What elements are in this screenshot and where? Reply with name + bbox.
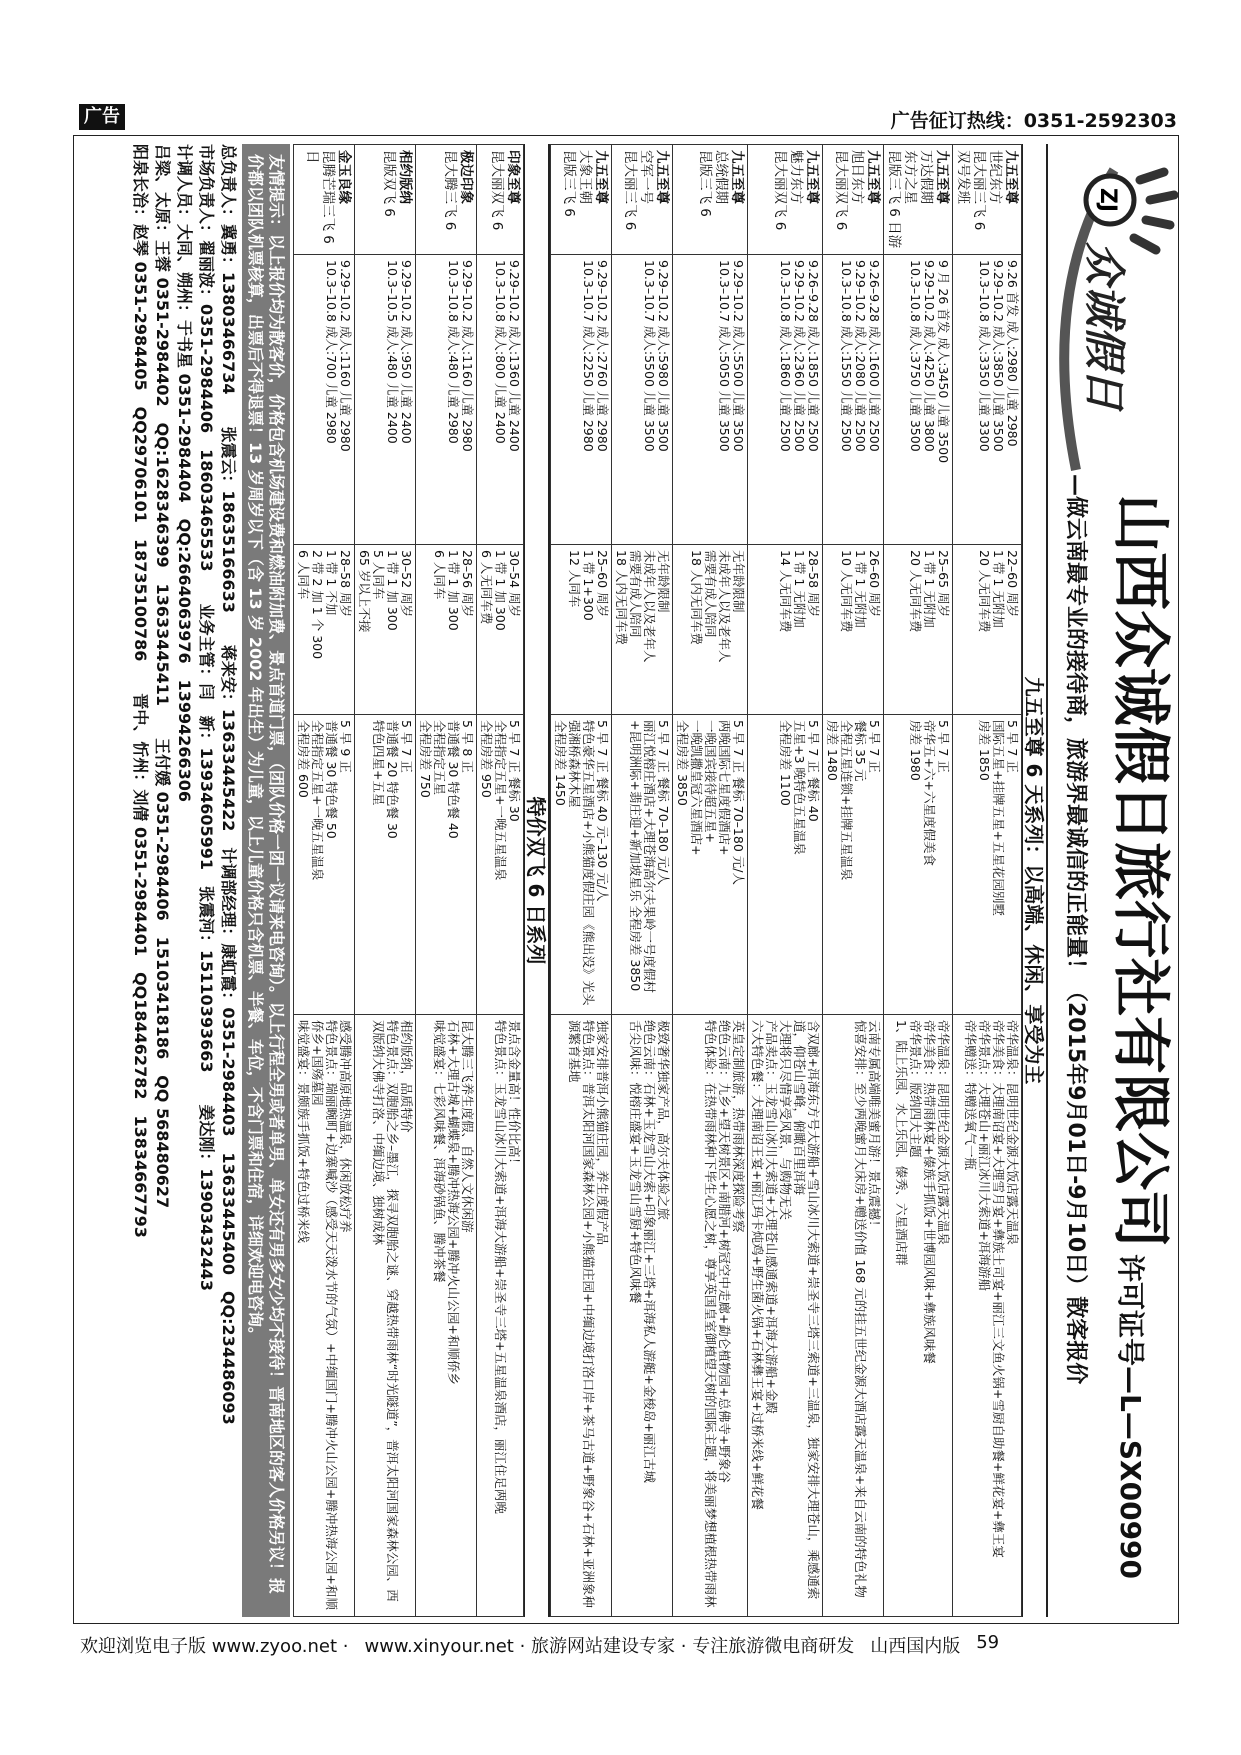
page-footer xyxy=(80,1632,1170,1658)
contact-line: 市场负责人：翟丽波：0351-2984406 18603465533 业务主管：闫 新：13934605991 张震河：15110393663 姜达刚：13903432443 xyxy=(197,144,216,1291)
tour-hotel-cell xyxy=(477,715,524,1015)
tour-hotel-line: 特色豪华五星酒店+小熊猫度假庄园《熊出没》光头强湘桥森林木屋 xyxy=(567,720,596,1006)
tour-row xyxy=(355,145,416,1617)
tour-features-line: 绝色云南：石林+玉龙雪山大索+印象丽江+三塔+洱海私人游艇+金梭岛+丽江古城 xyxy=(642,1020,657,1483)
tour-price-line: 10.3–10.8 成人:1860 儿童 2500 xyxy=(778,260,793,452)
tour-name-line: 昆版双飞 6 xyxy=(381,150,397,217)
tour-age-cell xyxy=(884,545,953,715)
tour-hotel-line: 5 早 7 正 餐标 70–180 元/人 xyxy=(656,720,671,885)
tour-age-line: 1 带 1 无附加 xyxy=(792,550,807,628)
tour-age-line: 65 岁以上不接 xyxy=(357,550,372,633)
tour-hotel-line: 帝华五+六+六星度假美食 xyxy=(922,720,937,866)
tour-hotel-line: 5 早 7 正 xyxy=(936,720,951,773)
tour-hotel-line: 5 早 7 正 xyxy=(1005,720,1020,773)
tour-price-cell xyxy=(823,255,884,545)
tour-age-line: 26–60 周岁 xyxy=(867,550,882,618)
tour-features-cell xyxy=(551,1015,612,1617)
tour-price-line: 9 月 26 首发 成人:3450 儿童 3500 xyxy=(936,260,951,464)
tour-price-cell xyxy=(673,255,748,545)
tour-features-cell xyxy=(748,1015,823,1617)
tour-features-cell xyxy=(294,1015,355,1617)
tour-features-cell xyxy=(612,1015,673,1617)
tour-age-line: 14 人无同车费 xyxy=(778,550,793,633)
tour-name-line: 魅力东方 xyxy=(788,150,804,204)
premium-tour-table xyxy=(550,144,1022,1617)
tour-price-line: 9.29–10.2 成人:4250 儿童 3800 xyxy=(922,260,937,452)
section-heading-special: 特价双飞 6 日系列 xyxy=(524,144,550,1617)
tour-hotel-line: 5 早 7 正 餐标 30 xyxy=(507,720,522,822)
footer-site: www.xinyour.net · 旅游网站建设专家 · 专注旅游微电商研发 xyxy=(364,1636,855,1657)
tour-features-cell xyxy=(884,1015,953,1617)
tour-features-line: 舌尖风味：悦榕庄盛宴+玉龙雪山雪厨+特色风味餐 xyxy=(628,1020,643,1304)
tour-age-line: 25–65 周岁 xyxy=(936,550,951,618)
tour-name-line: 九五至尊 xyxy=(865,150,881,204)
tour-price-cell xyxy=(884,255,953,545)
tour-hotel-line: 一晚国宾接待超五星+ xyxy=(703,720,718,843)
contact-line: 吕梁、太原：王蓉 0351-2984402 QQ:1628346399 13633445411 王付媛 0351-2984406 15103418186 QQ 568480627 xyxy=(153,144,172,1209)
tour-hotel-line: 全程房差 950 xyxy=(479,720,494,798)
tour-row xyxy=(884,145,953,1617)
company-logo xyxy=(1050,150,1180,480)
tour-hotel-cell xyxy=(612,715,673,1015)
tour-age-cell xyxy=(612,545,673,715)
tour-hotel-line: 5 早 7 正 餐标 40 元–130 元/人 xyxy=(595,720,610,902)
tour-name-line: 金玉良缘 xyxy=(336,150,352,204)
tour-price-line: 10.3–10.5 成人:480 儿童 2400 xyxy=(385,260,400,444)
tour-hotel-line: 餐标 35 元 xyxy=(853,720,868,782)
rotated-content xyxy=(74,136,1180,1625)
tour-price-line: 10.3–10.8 成人:480 儿童 2980 xyxy=(446,260,461,444)
tour-age-line: 28–56 周岁 xyxy=(460,550,475,618)
tour-name-line: 总统假期 xyxy=(713,150,729,204)
tour-name-cell xyxy=(355,145,416,255)
tour-name-line: 九五至尊 xyxy=(804,150,820,204)
tour-price-line: 10.3–10.8 成人:3750 儿童 3500 xyxy=(908,260,923,452)
tour-age-line: 30–52 周岁 xyxy=(399,550,414,618)
tour-age-line: 6 人同车 xyxy=(432,550,447,600)
tour-features-line: 味觉盛宴：景颇族手抓饭+特色过桥米线 xyxy=(296,1020,311,1243)
tour-hotel-line: 5 早 7 正 餐标 40 xyxy=(806,720,821,822)
tour-features-line: 味觉盛宴：七彩风味餐、洱海砂锅鱼、腾冲茶餐 xyxy=(432,1020,447,1283)
company-subtitle: —做云南最专业的接待商，旅游界最诚信的正能量！（2015年9月01日-9月10日）散客报价 xyxy=(1063,474,1088,1385)
tour-age-cell xyxy=(477,545,524,715)
tour-name-cell xyxy=(612,145,673,255)
tour-hotel-line: 房差 1850 xyxy=(977,720,992,781)
tour-features-cell xyxy=(416,1015,477,1617)
tour-hotel-line: 普通餐 30 特色餐 40 xyxy=(446,720,461,839)
friendly-tip: 友情提示：以上报价均为散客价，价格包含机场建设费和燃油附加费、景点首道门票，（团队价格一团一议请来电咨询）。以上行程全男或者单男、单女还有男多女少均不接待！晋南地区的客人价格另议！报价都以团队机票核算，出票后不得退票！13 岁周岁以下（含 13 岁 2002 年出生）为儿童，以上儿童价格只含机票、半餐、车位，不含门票和住宿，详细欢迎电咨询。 xyxy=(242,144,290,1617)
tour-price-cell xyxy=(477,255,524,545)
tour-name-line: 昆腾芒瑞三飞 6 日 xyxy=(304,150,336,244)
tour-features-line: 独家安排普洱小熊猫庄园，养生度假产品 xyxy=(595,1020,610,1246)
tour-age-line: 10 人无同车费 xyxy=(839,550,854,633)
tour-features-line: 产品卖点：玉龙雪山冰川大索道+大理苍山感通索道+洱海大游船+金殿 xyxy=(764,1020,779,1414)
tour-name-line: 九五至尊 xyxy=(654,150,670,204)
tour-hotel-line: 普通餐 30 特色餐 50 xyxy=(324,720,339,839)
tour-hotel-cell xyxy=(673,715,748,1015)
tour-hotel-line: 国际五星+挂牌五星+五星花园别墅 xyxy=(991,720,1006,916)
tour-price-cell xyxy=(953,255,1022,545)
tour-age-line: 无年龄限制 xyxy=(731,550,746,613)
tour-row xyxy=(612,145,673,1617)
tour-price-cell xyxy=(612,255,673,545)
tour-name-line: 双号发班 xyxy=(955,150,971,204)
footer-edition: 山西国内版 xyxy=(870,1636,961,1657)
tour-name-cell xyxy=(748,145,823,255)
tour-price-line: 9.29–10.2 成人:5500 儿童 3500 xyxy=(731,260,746,452)
tour-name-line: 昆版三飞 6 xyxy=(697,150,713,217)
tour-row xyxy=(551,145,612,1617)
tour-row xyxy=(953,145,1022,1617)
tour-features-line: 景点含金量高！性价比高！ xyxy=(507,1020,522,1171)
tour-hotel-cell xyxy=(294,715,355,1015)
tour-features-line: 帝华温泉：昆明世纪金源大饭店露天温泉 xyxy=(1005,1020,1020,1246)
tour-age-cell xyxy=(748,545,823,715)
tour-age-line: 1 带 1 无附加 xyxy=(922,550,937,628)
tour-price-line: 10.3–10.7 成人:5500 儿童 3500 xyxy=(642,260,657,452)
tour-age-line: 18 人内无同车费 xyxy=(689,550,704,645)
tour-age-line: 1 带 1 不加 xyxy=(324,550,339,616)
tour-age-line: 28–58 周岁 xyxy=(806,550,821,618)
tour-age-cell xyxy=(673,545,748,715)
tour-features-line: 英皇定制旅游，热带雨林深度探险考察 xyxy=(731,1020,746,1233)
tour-hotel-line: 特色四星+五星 xyxy=(371,720,386,806)
tour-age-line: 6 人同车 xyxy=(296,550,311,600)
tour-name-line: 空军一号 xyxy=(638,150,654,204)
tour-price-line: 9.29–10.2 成人:2360 儿童 2500 xyxy=(792,260,807,452)
tour-hotel-line: 全程房差 600 xyxy=(296,720,311,798)
tour-hotel-cell xyxy=(748,715,823,1015)
tour-hotel-line: 全程五星连锁+挂牌五星温泉 xyxy=(839,720,854,881)
tour-price-cell xyxy=(748,255,823,545)
tour-name-cell xyxy=(551,145,612,255)
tour-hotel-line: 五星+3 晚特色五星温泉 xyxy=(792,720,807,855)
contact-line: 阳泉长治：赵琴 0351-2984405 QQ29706101 18735100786 晋中、忻州：刘倩 0351-2984401 QQ184462782 13834667793 xyxy=(131,144,150,1238)
tour-age-cell xyxy=(953,545,1022,715)
ad-tag: 广告 xyxy=(79,104,125,130)
tour-name-line: 九五至尊 xyxy=(593,150,609,204)
tour-name-line: 大象王朝 xyxy=(577,150,593,204)
tour-name-line: 昆大丽三飞 6 xyxy=(971,150,987,231)
tour-row xyxy=(673,145,748,1617)
tour-age-line: 无年龄限制 xyxy=(656,550,671,613)
tour-hotel-cell xyxy=(884,715,953,1015)
tour-name-cell xyxy=(294,145,355,255)
tour-price-line: 10.3–10.8 成人:1550 儿童 2500 xyxy=(839,260,854,452)
tour-hotel-line: 全程指定五星+一晚五星温泉 xyxy=(310,720,325,881)
tour-hotel-line: 全程指定五星 xyxy=(432,720,447,796)
tour-age-line: 未成年人以及老年人 xyxy=(642,550,657,663)
tour-price-line: 10.3–10.7 成人:5050 儿童 3500 xyxy=(717,260,732,452)
tour-hotel-line: 一晚凯撒皇冠六星酒店+ xyxy=(689,720,704,856)
tour-features-line: 相约版纳，品质特价 xyxy=(399,1020,414,1133)
tour-price-line: 9.29–10.2 成人:2760 儿童 2980 xyxy=(595,260,610,452)
tour-name-line: 东方之星 xyxy=(902,150,918,204)
tour-age-line: 28–58 周岁 xyxy=(338,550,353,618)
tour-name-line: 昆版三飞 6 xyxy=(561,150,577,217)
tour-price-line: 10.3–10.8 成人:800 儿童 2400 xyxy=(493,260,508,444)
tour-age-line: 1 带 1 无附加 xyxy=(853,550,868,628)
tour-name-line: 世纪东方 xyxy=(987,150,1003,204)
tour-hotel-line: 全程房差 3850 xyxy=(675,720,690,806)
tour-price-line: 9.29–10.2 成人:5980 儿童 3500 xyxy=(656,260,671,452)
tour-age-line: 6 人无同车费 xyxy=(479,550,494,625)
tour-age-cell xyxy=(416,545,477,715)
tour-hotel-cell xyxy=(551,715,612,1015)
tour-row xyxy=(823,145,884,1617)
tour-row xyxy=(477,145,524,1617)
tour-age-line: 1 带 1 加 300 xyxy=(385,550,400,631)
tour-name-line: 昆大丽双飞 6 xyxy=(489,150,505,231)
masthead xyxy=(1048,144,1180,1617)
tour-age-cell xyxy=(551,545,612,715)
tour-hotel-line: 5 早 7 正 xyxy=(399,720,414,773)
tour-features-line: 感受腾冲高原地热温泉，休闲放松疗养 xyxy=(338,1020,353,1233)
tour-features-line: 含双廊+洱海东方号大游船+雪山冰川大索道+崇圣寺三塔三索道+三温泉，独家安排大理苍山，乘感通索道，仰苍山雪峰，俯瞰百里洱海 xyxy=(792,1020,821,1600)
tour-hotel-cell xyxy=(823,715,884,1015)
tour-features-line: 帝华赠送：特赠送氧气一瓶 xyxy=(963,1020,978,1171)
tour-hotel-line: 全程房差 1450 xyxy=(553,720,568,806)
tour-price-cell xyxy=(551,255,612,545)
tour-age-line: 2 带 2 加 1 个 300 xyxy=(310,550,325,660)
tour-name-line: 相约版纳 xyxy=(397,150,413,204)
tour-name-cell xyxy=(823,145,884,255)
tour-features-line: 帝华景点：大理苍山+丽江冰川大索道+洱海游船 xyxy=(977,1020,992,1291)
tour-price-line: 9.26–9.28 成人:1850 儿童 2500 xyxy=(806,260,821,452)
tour-age-line: 未成年人以及老年人 xyxy=(717,550,732,663)
tour-name-cell xyxy=(477,145,524,255)
tour-features-line: 1、陆上乐园、水上乐园、傣秀、六星酒店群 xyxy=(894,1020,909,1266)
tour-features-line: 绝色云南：九乡+望天树景区+南腊河+树冠空中走廊+勐仑植物园+总佛寺+野象谷 xyxy=(717,1020,732,1483)
contact-list xyxy=(129,144,239,1617)
tour-hotel-line: 5 早 7 正 xyxy=(867,720,882,773)
tour-features-line: 大理将只尽情享受风景，与购物无关 xyxy=(778,1020,793,1221)
tour-features-line: 昆大腾三飞养生度假、自然人文休闲游 xyxy=(460,1020,475,1233)
tour-age-line: 1 带 1 无附加 xyxy=(991,550,1006,628)
footer-page-number: 59 xyxy=(976,1632,1000,1653)
tour-age-cell xyxy=(355,545,416,715)
tour-age-line: 18 人内无同车费 xyxy=(614,550,629,645)
tour-price-line: 9.29–10.2 成人:2080 儿童 2500 xyxy=(853,260,868,452)
tour-age-line: 5 人同车 xyxy=(371,550,386,600)
tour-name-cell xyxy=(953,145,1022,255)
tour-hotel-cell xyxy=(355,715,416,1015)
company-name: 山西众诚假日旅行社有限公司 xyxy=(1107,494,1175,1249)
tour-name-line: 昆大丽双飞 6 xyxy=(772,150,788,231)
tour-age-line: 30–54 周岁 xyxy=(507,550,522,618)
tour-age-line: 12 人同车 xyxy=(567,550,582,608)
logo-text: 众诚假日 xyxy=(1080,242,1129,411)
tour-features-line: 极致奢华独家产品，高尔夫体验之旅 xyxy=(656,1020,671,1221)
tour-features-cell xyxy=(477,1015,524,1617)
tour-age-line: 1 带 1 加 300 xyxy=(493,550,508,631)
tour-price-line: 10.3–10.7 成人:2250 儿童 2980 xyxy=(581,260,596,452)
tour-name-cell xyxy=(416,145,477,255)
ad-hotline: 广告征订热线：0351-2592303 xyxy=(890,110,1177,132)
tour-age-line: 需要有成人陪同 xyxy=(628,550,643,638)
company-title xyxy=(1095,494,1176,1579)
tour-price-line: 9.29–10.2 成人:1360 儿童 2400 xyxy=(507,260,522,452)
tour-hotel-line: 全程房差 1100 xyxy=(778,720,793,806)
tour-features-line: 特色景点：普洱太阳河国家森林公园+小熊猫庄园+中缅边境打洛口岸+茶马古道+野象谷+石林+亚洲象种源繁育基地 xyxy=(567,1020,596,1608)
tour-name-line: 昆大丽三飞 6 xyxy=(622,150,638,231)
tour-name-line: 昆大腾三飞 6 xyxy=(442,150,458,231)
tour-age-line: 20 人无同车费 xyxy=(977,550,992,633)
tour-hotel-line: 5 早 9 正 xyxy=(338,720,353,773)
tour-price-line: 10.3–10.8 成人:3350 儿童 3300 xyxy=(977,260,992,452)
tour-price-cell xyxy=(416,255,477,545)
tour-age-cell xyxy=(823,545,884,715)
tour-features-line: 云南专属高端唯美蜜月游！景点震撼！ xyxy=(867,1020,882,1233)
advert-frame xyxy=(73,135,1179,1624)
tour-features-line: 帝华景点：版纳四大主题 xyxy=(908,1020,923,1158)
tour-features-cell xyxy=(953,1015,1022,1617)
tour-features-cell xyxy=(355,1015,416,1617)
tour-features-line: 特色体验：在热带雨林种下毕生心愿之树，尊享英国皇室御植望天树的国际主题，将美丽梦想植根热带雨林 xyxy=(703,1020,718,1608)
tour-hotel-line: 丽江悦榕庄酒店+大理苍海高尔夫果岭一号度假村+昆明洲际+翡庄迎+新加坡星乐 全程房差 3850 xyxy=(628,720,657,993)
tour-age-line: 20 人无同车费 xyxy=(908,550,923,633)
tour-features-line: 石林+大理古城+蝴蝶泉+腾冲热海公园+腾冲火山公园+和顺侨乡 xyxy=(446,1020,461,1385)
tour-name-cell xyxy=(884,145,953,255)
tour-price-cell xyxy=(294,255,355,545)
tour-age-line: 1 带 1+300 xyxy=(581,550,596,621)
tour-name-line: 昆版三飞 6 日游 xyxy=(886,150,902,249)
tour-name-line: 印象至尊 xyxy=(505,150,521,204)
tour-features-line: 特色景点：瑞丽畹町+边寨喊沙（感受天天泼水节的气氛）+中缅国门+腾冲火山公园+腾冲热海公园+和顺侨乡+国殇墓园 xyxy=(310,1020,339,1610)
tour-price-line: 9.29–10.2 成人:950 儿童 2400 xyxy=(399,260,414,444)
tour-age-line: 22–60 周岁 xyxy=(1005,550,1020,618)
tour-features-cell xyxy=(823,1015,884,1617)
tour-hotel-line: 普通餐 20 特色餐 30 xyxy=(385,720,400,839)
tour-features-line: 特色景点：玉龙雪山冰川大索道+洱海大游船+崇圣寺三塔+五星温泉酒店，丽江住足两晚 xyxy=(493,1020,508,1514)
tour-hotel-line: 两晚国际七星度假酒店+ xyxy=(717,720,732,856)
tour-features-line: 帝华美食：热带雨林宴+傣族手抓饭+世博园风味+彝族风味餐 xyxy=(922,1020,937,1364)
tour-features-cell xyxy=(673,1015,748,1617)
tour-features-line: 帝华美食：大理南诏宴+大理雪月宴+彝族土司宴+丽江三文鱼火锅+雪厨自助餐+鲜花宴+彝王宴 xyxy=(991,1020,1006,1558)
tour-hotel-line: 全程指定五星+一晚五星温泉 xyxy=(493,720,508,881)
tour-price-line: 10.3–10.8 成人:700 儿童 2980 xyxy=(324,260,339,444)
footer-welcome: 欢迎浏览电子版 www.zyoo.net · xyxy=(80,1636,349,1657)
section-heading-premium: 九五至尊 6 天系列：以高端、休闲、享受为主 xyxy=(1022,144,1048,1617)
tour-row xyxy=(294,145,355,1617)
special-tour-table xyxy=(293,144,524,1617)
tour-hotel-line: 全程房差 750 xyxy=(418,720,433,798)
tour-price-cell xyxy=(355,255,416,545)
contact-line: 计调人员：大同、朔州：于书星 0351-2984404 QQ:2664063976 13994266306 xyxy=(175,144,194,803)
tour-name-cell xyxy=(673,145,748,255)
tour-age-line: 需要有成人陪同 xyxy=(703,550,718,638)
tour-age-line: 1 带 1 加 300 xyxy=(446,550,461,631)
tour-hotel-line: 5 早 8 正 xyxy=(460,720,475,773)
tour-name-line: 九五至尊 xyxy=(934,150,950,204)
contact-line: 总负责人：冀勇：13803466734 张震云：18635166633 蒋来安：13633445422 计调部经理：康虹霞：0351-2984403 13633445400 QQ:234486093 xyxy=(219,144,238,1425)
tour-price-line: 9.29–10.2 成人:1160 儿童 2980 xyxy=(460,260,475,452)
tour-name-line: 昆大丽双飞 6 xyxy=(833,150,849,231)
tour-price-line: 9.29–10.2 成人:1160 儿童 2980 xyxy=(338,260,353,452)
tour-hotel-cell xyxy=(416,715,477,1015)
tour-features-line: 惊喜安排：至少两晚蜜月大床房+赠送价值 168 元的挂五世纪金源大酒店露天温泉+来自云南的特色礼物 xyxy=(853,1020,868,1598)
license-number: 许可证号—L—SX00990 xyxy=(1114,1254,1147,1580)
tour-price-line: 9.26 首发 成人:2980 儿童 2980 xyxy=(1005,260,1020,447)
tour-row xyxy=(748,145,823,1617)
tour-name-line: 九五至尊 xyxy=(1003,150,1019,204)
tour-name-line: 万达假期 xyxy=(918,150,934,204)
tour-hotel-line: 房差 1480 xyxy=(825,720,840,781)
tour-price-line: 9.26–9.28 成人:1600 儿童 2500 xyxy=(867,260,882,452)
tour-hotel-line: 5 早 7 正 餐标 70–180 元/人 xyxy=(731,720,746,885)
tour-price-line: 9.29–10.2 成人:3850 儿童 3500 xyxy=(991,260,1006,452)
tour-features-line: 帝华温泉：昆明世纪金源大饭店露天温泉 xyxy=(936,1020,951,1246)
tour-hotel-cell xyxy=(953,715,1022,1015)
tour-age-cell xyxy=(294,545,355,715)
tour-name-line: 九五至尊 xyxy=(729,150,745,204)
logo-badge: ZJ xyxy=(1095,187,1120,213)
tour-row xyxy=(416,145,477,1617)
tour-hotel-line: 房差 1980 xyxy=(908,720,923,781)
tour-features-line: 特色景点：双胞胎之乡–墨江，探寻双胞胎之谜、穿越热带雨林“时光隧道”，普洱太阳河国家森林公园、西双版纳大佛寺打洛、中缅边境、独树成林 xyxy=(371,1020,400,1602)
tour-age-line: 25–60 周岁 xyxy=(595,550,610,618)
tour-name-line: 旭日东方 xyxy=(849,150,865,204)
tour-name-line: 极边印象 xyxy=(458,150,474,204)
tour-features-line: 六大特色餐：大理南诏王宴+丽江玛卡炖鸡+野生菌火锅+石林彝王宴+过桥米线+鲜花餐 xyxy=(750,1020,765,1510)
